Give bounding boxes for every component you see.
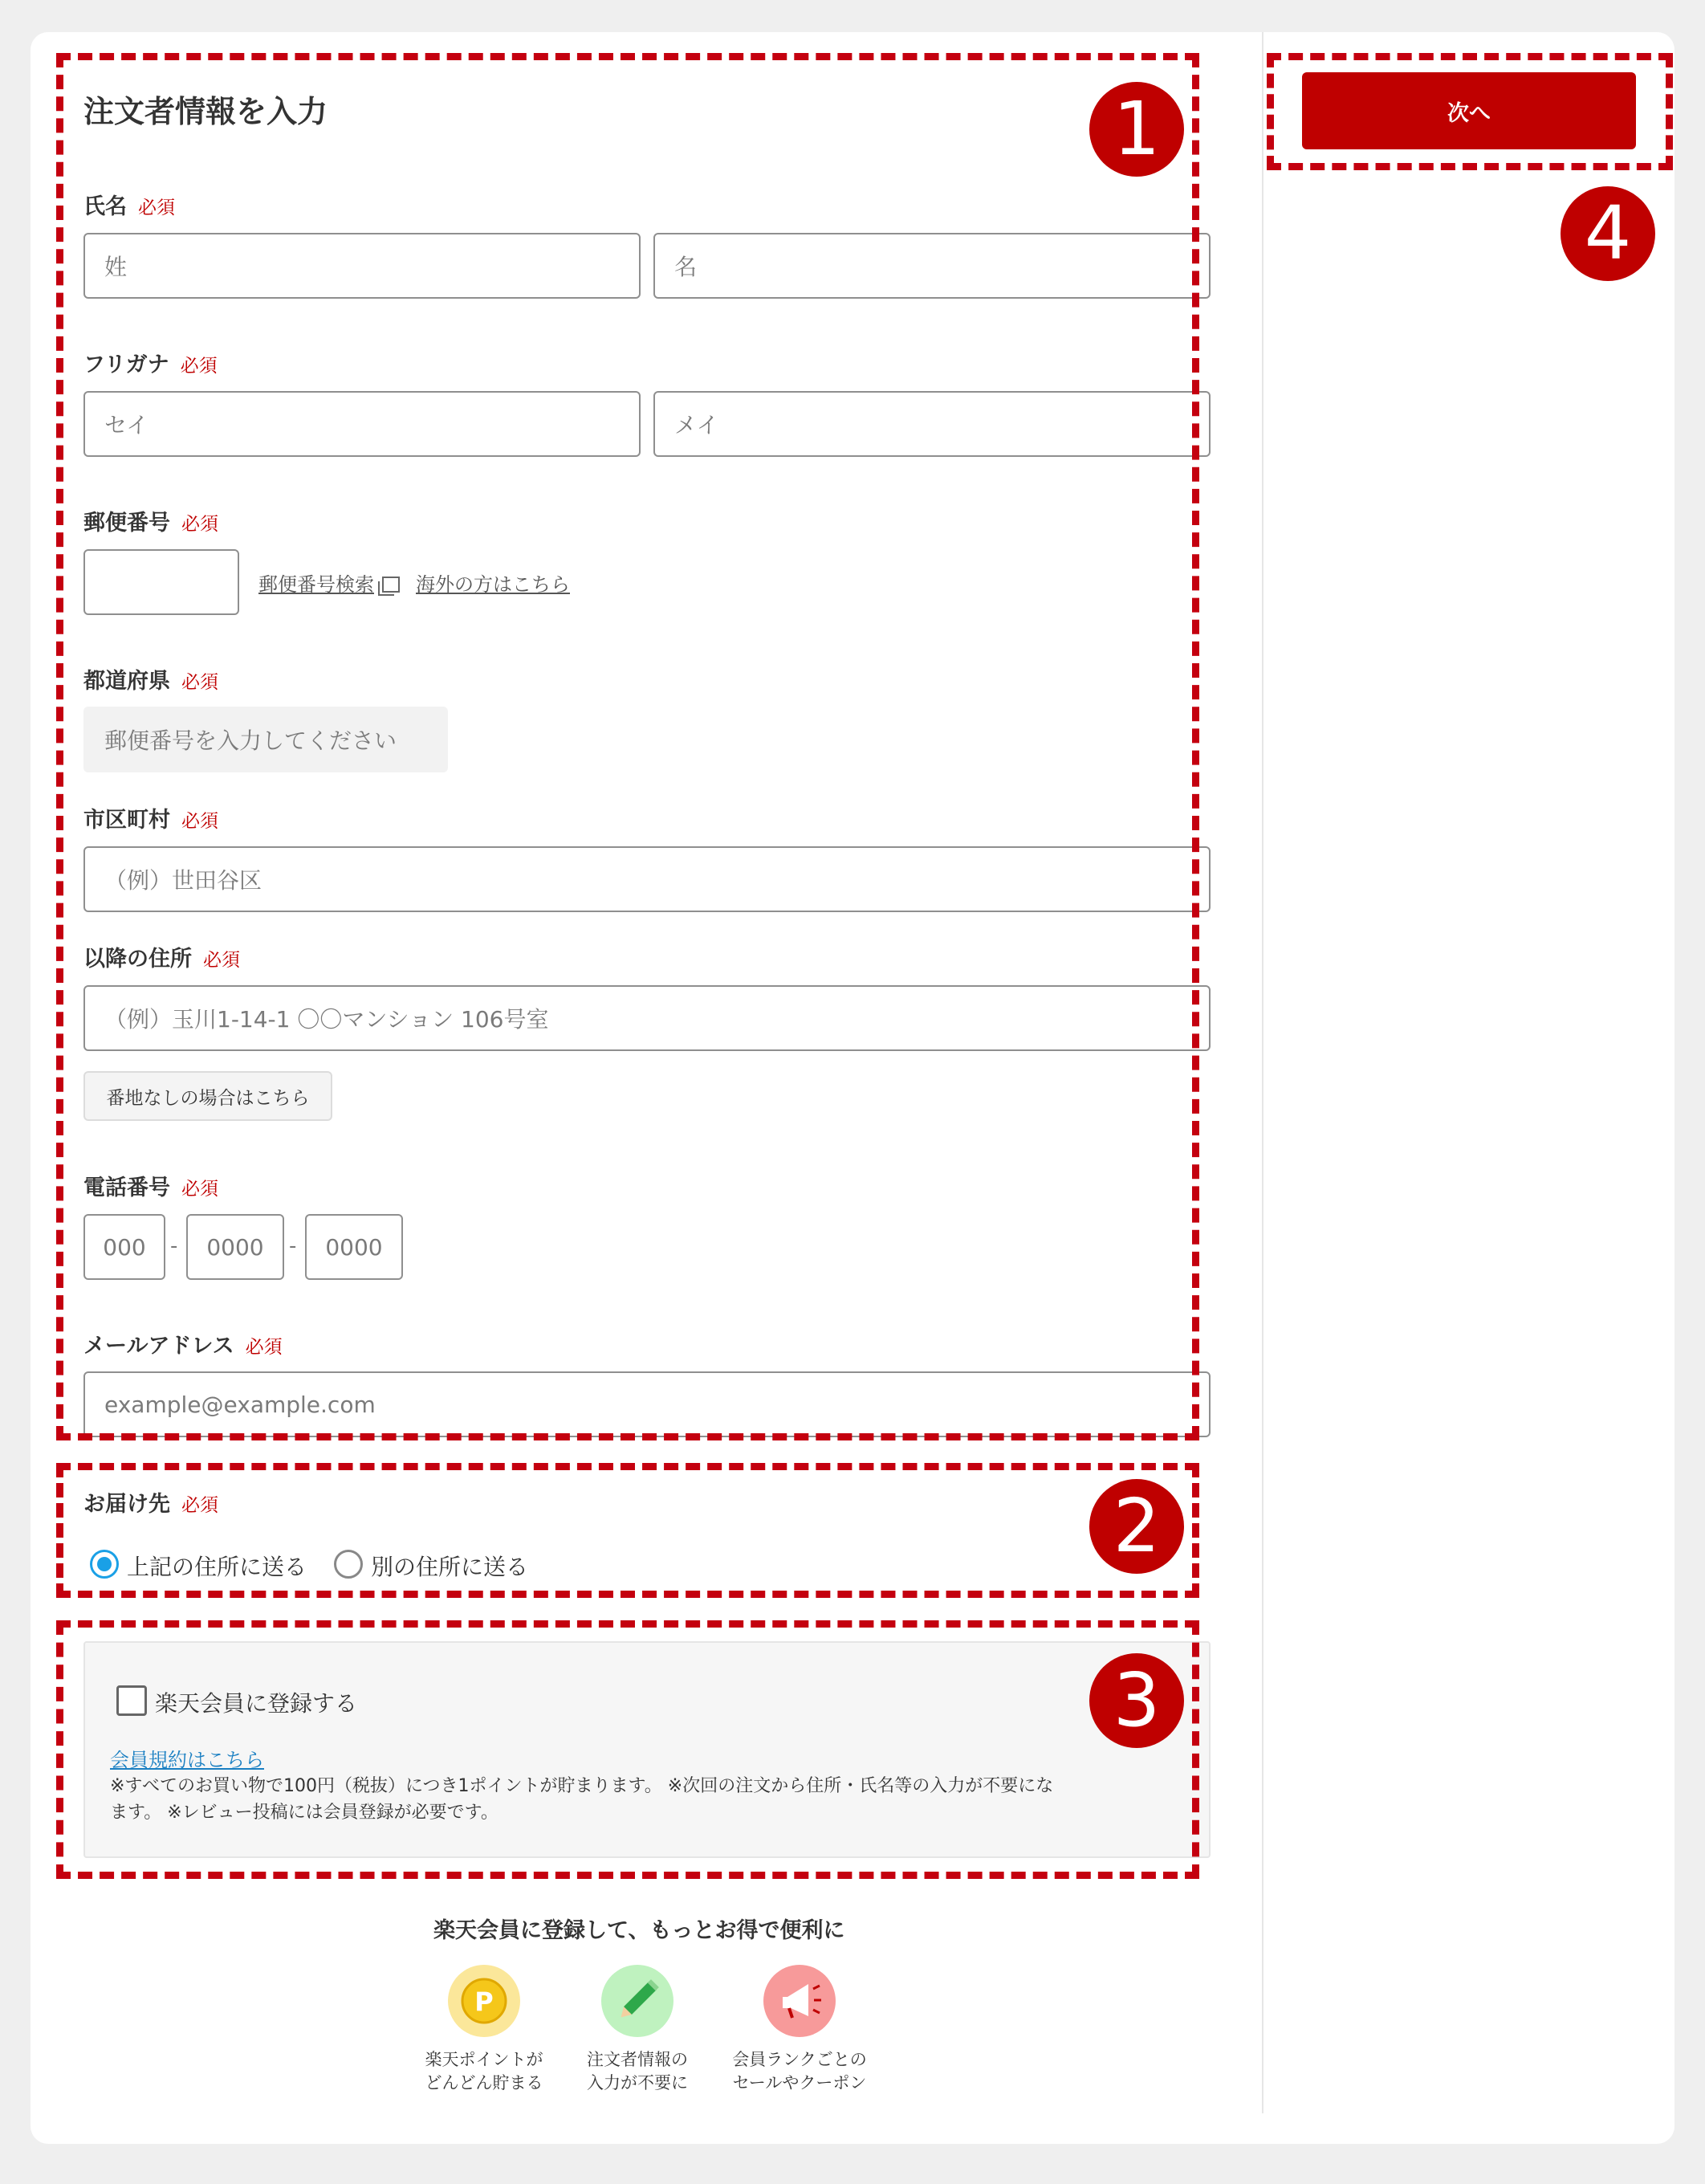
benefit-points-text: 楽天ポイントが どんどん貯まる bbox=[425, 2050, 543, 2092]
overseas-link[interactable]: 海外の方はこちら bbox=[416, 573, 570, 596]
annotation-badge-1: 1 bbox=[1089, 82, 1184, 177]
radio-other-address-label[interactable]: 別の住所に送る bbox=[371, 1554, 529, 1580]
phone-area-input[interactable]: 000 bbox=[83, 1214, 165, 1280]
phone-last-input[interactable]: 0000 bbox=[305, 1214, 403, 1280]
city-label: 市区町村 必須 bbox=[83, 808, 218, 833]
register-member-label[interactable]: 楽天会員に登録する bbox=[155, 1690, 358, 1717]
last-kana-input[interactable]: セイ bbox=[83, 391, 641, 457]
column-divider bbox=[1262, 32, 1263, 2113]
benefit-autofill-text: 注文者情報の 入力が不要に bbox=[587, 2050, 688, 2092]
first-kana-input[interactable]: メイ bbox=[653, 391, 1211, 457]
postal-label: 郵便番号 必須 bbox=[83, 511, 218, 536]
annotation-frame-3 bbox=[56, 1620, 1199, 1879]
last-name-input[interactable]: 姓 bbox=[83, 233, 641, 299]
annotation-badge-2: 2 bbox=[1089, 1479, 1184, 1574]
radio-same-address-label[interactable]: 上記の住所に送る bbox=[127, 1554, 307, 1580]
member-note-line1: ※すべてのお買い物で100円（税抜）につき1ポイントが貯まります。 ※次回の注文から住所・氏名等の入力が不要にな bbox=[110, 1776, 1054, 1796]
required-tag: 必須 bbox=[181, 1179, 218, 1200]
megaphone-icon bbox=[763, 1965, 836, 2037]
address-label: 以降の住所 必須 bbox=[83, 947, 240, 972]
required-tag: 必須 bbox=[181, 514, 218, 535]
phone-label: 電話番号 必須 bbox=[83, 1176, 218, 1200]
promo-heading: 楽天会員に登録して、もっとお得で便利に bbox=[433, 1918, 845, 1943]
name-label: 氏名 必須 bbox=[83, 194, 175, 219]
annotation-badge-3: 3 bbox=[1089, 1653, 1184, 1748]
required-tag: 必須 bbox=[181, 672, 218, 693]
member-note-line2: ます。 ※レビュー投稿には会員登録が必要です。 bbox=[110, 1803, 498, 1823]
email-input[interactable]: example@example.com bbox=[83, 1371, 1211, 1437]
address-input[interactable]: （例）玉川1-14-1 〇〇マンション 106号室 bbox=[83, 985, 1211, 1051]
first-name-input[interactable]: 名 bbox=[653, 233, 1211, 299]
phone-separator: - bbox=[289, 1234, 297, 1258]
member-terms-link[interactable]: 会員規約はこちら bbox=[110, 1749, 264, 1771]
benefit-coupon-text: 会員ランクごとの セールやクーポン bbox=[732, 2050, 867, 2092]
required-tag: 必須 bbox=[138, 198, 175, 218]
prefecture-label: 都道府県 必須 bbox=[83, 669, 218, 694]
postal-search-link[interactable]: 郵便番号検索 bbox=[258, 568, 400, 597]
required-tag: 必須 bbox=[181, 811, 218, 832]
annotation-frame-1 bbox=[56, 53, 1199, 1440]
next-button[interactable]: 次へ bbox=[1302, 72, 1636, 149]
pencil-icon bbox=[601, 1965, 673, 2037]
page-title: 注文者情報を入力 bbox=[83, 94, 328, 129]
required-tag: 必須 bbox=[180, 356, 218, 377]
no-house-number-button[interactable]: 番地なしの場合はこちら bbox=[83, 1071, 332, 1121]
kana-label: フリガナ 必須 bbox=[83, 352, 218, 377]
svg-text:P: P bbox=[474, 1986, 494, 2017]
annotation-frame-4 bbox=[1267, 53, 1673, 170]
required-tag: 必須 bbox=[245, 1337, 283, 1358]
prefecture-field: 郵便番号を入力してください bbox=[83, 707, 448, 772]
email-label: メールアドレス 必須 bbox=[83, 1334, 283, 1359]
city-input[interactable]: （例）世田谷区 bbox=[83, 846, 1211, 912]
annotation-badge-4: 4 bbox=[1561, 186, 1655, 281]
annotation-frame-2 bbox=[56, 1463, 1199, 1598]
required-tag: 必須 bbox=[181, 1495, 218, 1516]
delivery-label: お届け先 必須 bbox=[83, 1492, 218, 1517]
phone-middle-input[interactable]: 0000 bbox=[186, 1214, 284, 1280]
required-tag: 必須 bbox=[203, 950, 240, 971]
point-coin-icon bbox=[448, 1965, 520, 2037]
phone-separator: - bbox=[170, 1234, 178, 1258]
